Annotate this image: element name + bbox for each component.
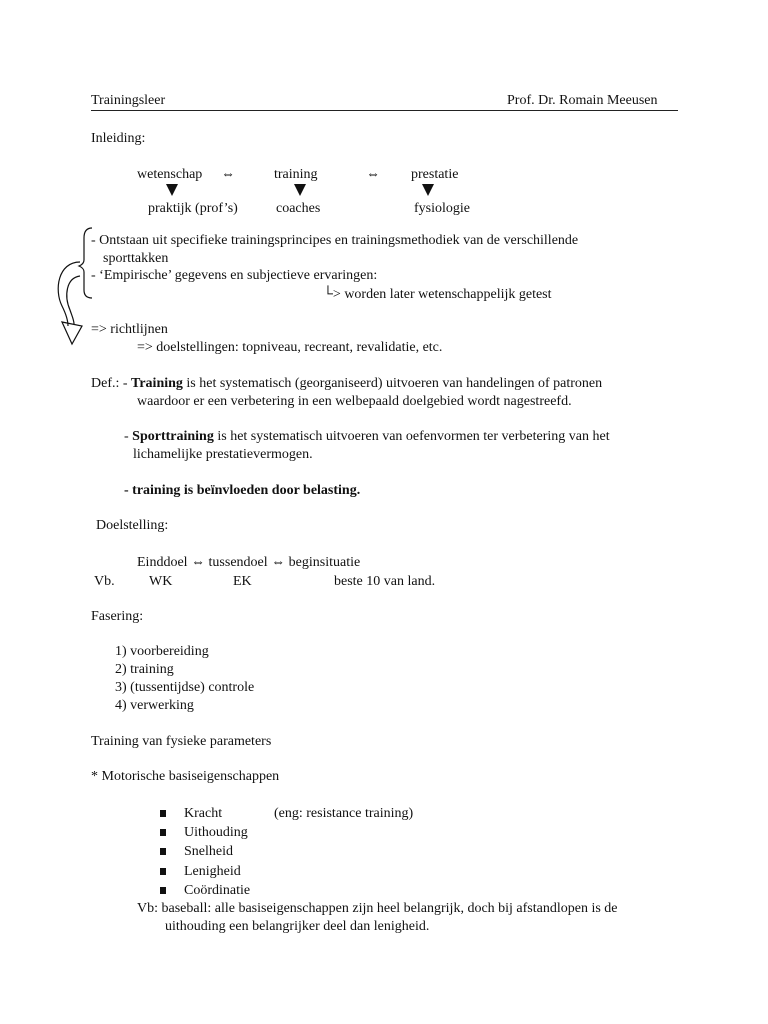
phase-item: 4) verwerking (115, 698, 194, 713)
motorisch-heading: * Motorische basiseigenschappen (91, 769, 280, 784)
term-wetenschap: wetenschap (137, 167, 203, 182)
example-text: Vb: baseball: alle basiseigenschappen zijn heel belangrijk, doch bij afstandlopen is de (137, 901, 618, 916)
definition-text: is het systematisch (georganiseerd) uitvoeren van handelingen of patronen (186, 376, 603, 391)
bullet-line: - Ontstaan uit specifieke trainingsprincipes en trainingsmethodiek van de verschillende (91, 233, 579, 248)
fasering-heading: Fasering: (91, 609, 144, 624)
vb-value: EK (233, 574, 252, 589)
bullet-icon (160, 868, 166, 875)
kracht-note: (eng: resistance training) (274, 806, 414, 821)
list-item: Kracht (184, 806, 223, 821)
term-fysiologie: fysiologie (414, 201, 470, 216)
dash: - (124, 429, 129, 444)
list-item: Snelheid (184, 844, 233, 859)
term-coaches: coaches (276, 201, 321, 216)
definition-text: lichamelijke prestatievermogen. (133, 447, 313, 462)
bullet-icon (160, 829, 166, 836)
vb-label: Vb. (94, 574, 115, 589)
doelstellingen-line: => doelstellingen: topniveau, recreant, revalidatie, etc. (137, 340, 443, 355)
bullet-line: sporttakken (103, 251, 169, 266)
bullet-icon (160, 887, 166, 894)
definition-line (91, 376, 602, 392)
term-training-bold: Training (131, 376, 183, 391)
double-arrow-icon: ⇔ (366, 167, 380, 182)
list-item: Uithouding (184, 825, 248, 840)
definition-line (124, 429, 610, 445)
bullet-line: - ‘Empirische’ gegevens en subjectieve ervaringen: (91, 268, 378, 283)
parameters-heading: Training van fysieke parameters (91, 734, 272, 749)
double-arrow-icon: ⇔ (221, 167, 235, 182)
vb-value: WK (149, 574, 173, 589)
author-name: Prof. Dr. Romain Meeusen (507, 93, 658, 108)
term-praktijk: praktijk (prof’s) (148, 201, 238, 216)
list-item: Coördinatie (184, 883, 251, 898)
bullet-icon (160, 848, 166, 855)
doelstelling-heading: Doelstelling: (96, 518, 169, 533)
phase-item: 2) training (115, 662, 174, 677)
inleiding-heading: Inleiding: (91, 131, 146, 146)
richtlijnen-line: => richtlijnen (91, 322, 168, 337)
definition-text: is het systematisch uitvoeren van oefenvormen ter verbetering van het (217, 429, 610, 444)
definition-text: waardoor er een verbetering in een welbepaald doelgebied wordt nagestreefd. (137, 394, 572, 409)
def-label: Def.: - (91, 376, 128, 391)
bullet-line: └> worden later wetenschappelijk getest (323, 287, 552, 302)
phase-item: 3) (tussentijdse) controle (115, 680, 255, 695)
bullet-icon (160, 810, 166, 817)
term-training: training (274, 167, 318, 182)
course-title: Trainingsleer (91, 93, 166, 108)
vb-value: beste 10 van land. (334, 574, 436, 589)
goal-chain: Einddoel ⇔ tussendoel ⇔ beginsituatie (137, 555, 361, 570)
term-prestatie: prestatie (411, 167, 459, 182)
list-item: Lenigheid (184, 864, 241, 879)
belasting-line: - training is beïnvloeden door belasting. (124, 483, 361, 498)
phase-item: 1) voorbereiding (115, 644, 209, 659)
term-sporttraining-bold: Sporttraining (132, 429, 214, 444)
example-text: uithouding een belangrijker deel dan lenigheid. (165, 919, 430, 934)
